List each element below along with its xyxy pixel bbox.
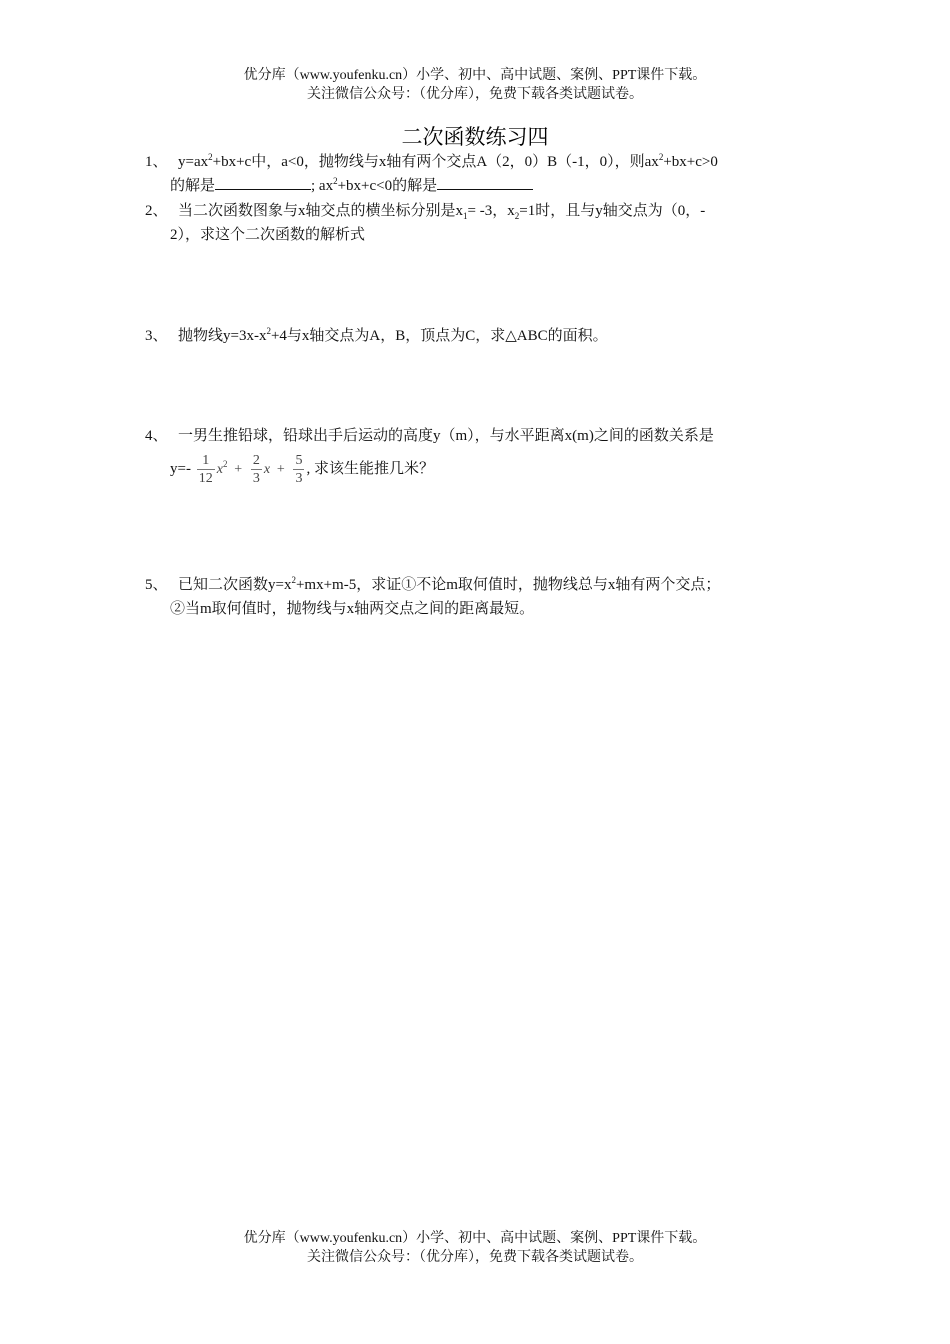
question-4 xyxy=(145,424,815,498)
question-1 xyxy=(145,150,815,198)
question-number: 5、 xyxy=(145,577,168,593)
page-title: 二次函数练习四 xyxy=(401,125,549,149)
fraction: $\frac{2}{3}$ xyxy=(252,453,260,486)
page-header xyxy=(0,66,950,104)
fraction: $\frac{1}{12}$ xyxy=(198,453,213,486)
question-number: 4、 xyxy=(145,428,168,444)
question-5 xyxy=(145,573,815,621)
function-formula: y=- $\frac{1}{12}$ $x^2$ + $\frac{2}{3}$ x + $\frac{5}{3}$ , 求该生能推几米？ xyxy=(170,453,434,486)
question-3 xyxy=(145,324,815,348)
question-text: 当二次函数图象与x轴交点的横坐标分别是$x_1= -3$，$x_2=1$时，且与y轴交点为（0，- xyxy=(178,203,706,221)
question-text-continued: 的解是 ; $ax^2+bx+c<0$的解是 xyxy=(170,174,815,198)
header-line-1: 优分库（www.youfenku.cn）小学、初中、高中试题、案例、PPT课件下载。 xyxy=(243,68,707,83)
header-line-2: 关注微信公众号：（优分库），免费下载各类试题试卷。 xyxy=(307,87,643,102)
question-number: 2、 xyxy=(145,203,168,219)
question-text-continued: ②当m取何值时，抛物线与x轴两交点之间的距离最短。 xyxy=(170,601,535,617)
fraction: $\frac{5}{3}$ xyxy=(295,453,303,486)
question-number: 3、 xyxy=(145,328,168,344)
question-number: 1、 xyxy=(145,154,168,170)
question-text: 抛物线$y=3x-x^2+4$与x轴交点为A，B，顶点为C，求△ABC的面积。 xyxy=(178,326,608,344)
footer-line-1: 优分库（www.youfenku.cn）小学、初中、高中试题、案例、PPT课件下载。 xyxy=(243,1231,707,1246)
footer-line-2: 关注微信公众号：（优分库），免费下载各类试题试卷。 xyxy=(307,1250,643,1265)
question-text: $y=ax^2+bx+c$中，a<0，抛物线与x轴有两个交点A（2，0）B（-1，0），则$ax^2+bx+c>0$ xyxy=(178,152,718,170)
question-2 xyxy=(145,199,815,247)
question-text: 已知二次函数$y=x^2+mx+m-5$，求证①不论m取何值时，抛物线总与x轴有两个交点； xyxy=(178,575,721,593)
question-text-continued: 2），求这个二次函数的解析式 xyxy=(170,227,366,243)
page-footer xyxy=(0,1229,950,1267)
question-text: 一男生推铅球，铅球出手后运动的高度y（m），与水平距离x(m)之间的函数关系是 xyxy=(178,428,714,444)
answer-blank[interactable] xyxy=(215,175,311,190)
answer-blank[interactable] xyxy=(437,175,533,190)
